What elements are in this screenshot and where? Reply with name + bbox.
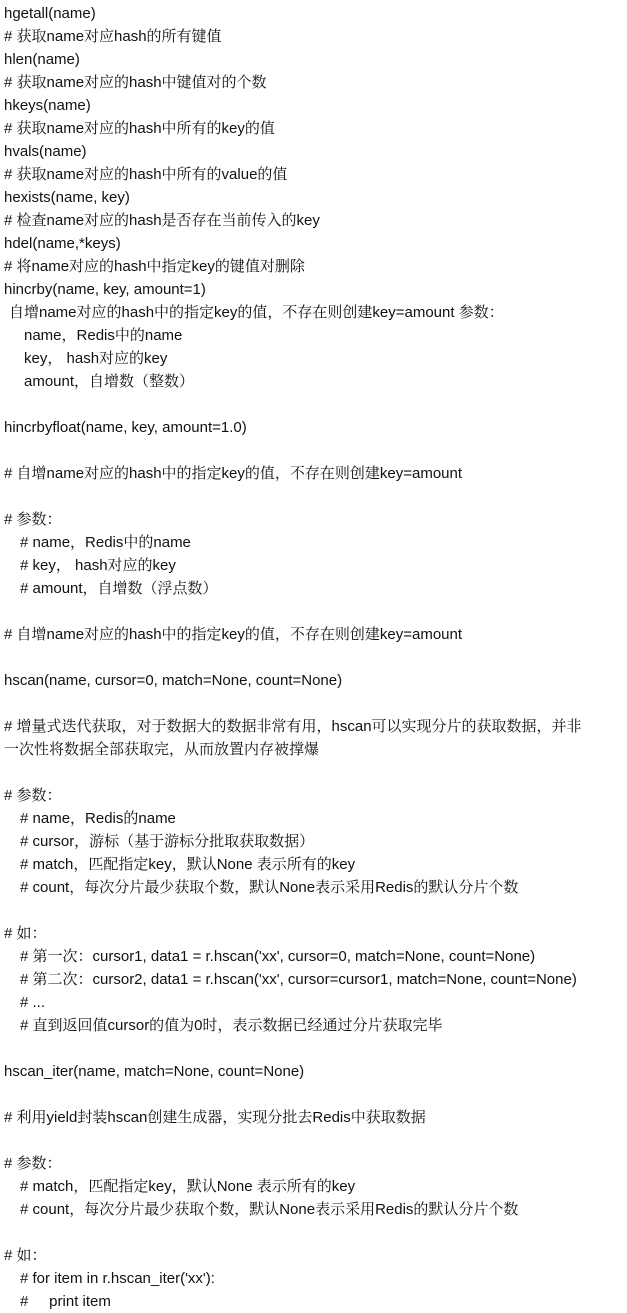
blank-line <box>4 761 624 784</box>
blank-line <box>4 393 624 416</box>
param-line: # amount，自增数（浮点数） <box>20 580 218 597</box>
comment-line: # 参数： <box>4 1155 62 1172</box>
comment-line: # 自增name对应的hash中的指定key的值，不存在则创建key=amount <box>4 465 463 482</box>
code-line: hincrbyfloat(name, key, amount=1.0) <box>4 419 247 436</box>
code-line: hscan(name, cursor=0, match=None, count=None) <box>4 672 343 689</box>
param-line: # key， hash对应的key <box>20 557 176 574</box>
comment-line: # 获取name对应hash的所有键值 <box>4 28 222 45</box>
code-line: hexists(name, key) <box>4 189 130 206</box>
blank-line <box>4 485 624 508</box>
blank-line <box>4 600 624 623</box>
code-line: hlen(name) <box>4 51 80 68</box>
param-line: name，Redis中的name <box>24 327 183 344</box>
example-line: # 第一次：cursor1, data1 = r.hscan('xx', cursor=0, match=None, count=None) <box>20 948 536 965</box>
param-line: # count，每次分片最少获取个数，默认None表示采用Redis的默认分片个数 <box>20 879 519 896</box>
comment-line: # 参数： <box>4 787 62 804</box>
blank-line <box>4 439 624 462</box>
code-line: hdel(name,*keys) <box>4 235 121 252</box>
blank-line <box>4 1129 624 1152</box>
code-line: hkeys(name) <box>4 97 91 114</box>
comment-line: # 参数： <box>4 511 62 528</box>
blank-line <box>4 646 624 669</box>
comment-line: # 获取name对应的hash中所有的key的值 <box>4 120 275 137</box>
param-line: # match，匹配指定key，默认None 表示所有的key <box>20 856 356 873</box>
code-line: hvals(name) <box>4 143 87 160</box>
document-body <box>4 2 624 1313</box>
comment-line: 一次性将数据全部获取完，从而放置内存被撑爆 <box>4 741 320 758</box>
code-line: hincrby(name, key, amount=1) <box>4 281 206 298</box>
comment-line: # 如： <box>4 925 47 942</box>
comment-line: # 如： <box>4 1247 47 1264</box>
example-line: # 直到返回值cursor的值为0时，表示数据已经通过分片获取完毕 <box>20 1017 443 1034</box>
param-line: # count，每次分片最少获取个数，默认None表示采用Redis的默认分片个数 <box>20 1201 519 1218</box>
blank-line <box>4 1037 624 1060</box>
param-line: # name，Redis的name <box>20 810 176 827</box>
code-line: hscan_iter(name, match=None, count=None) <box>4 1063 305 1080</box>
param-line: # match，匹配指定key，默认None 表示所有的key <box>20 1178 356 1195</box>
comment-line: # 获取name对应的hash中键值对的个数 <box>4 74 267 91</box>
comment-line: # 获取name对应的hash中所有的value的值 <box>4 166 288 183</box>
example-line: # print item <box>20 1293 111 1310</box>
blank-line <box>4 899 624 922</box>
blank-line <box>4 1083 624 1106</box>
param-line: amount，自增数（整数） <box>24 373 195 390</box>
blank-line <box>4 692 624 715</box>
comment-line: # 检查name对应的hash是否存在当前传入的key <box>4 212 320 229</box>
comment-line: # 增量式迭代获取，对于数据大的数据非常有用，hscan可以实现分片的获取数据，并非 <box>4 718 582 735</box>
param-line: # cursor，游标（基于游标分批取获取数据） <box>20 833 315 850</box>
comment-line: # 利用yield封装hscan创建生成器，实现分批去Redis中获取数据 <box>4 1109 426 1126</box>
example-line: # for item in r.hscan_iter('xx'): <box>20 1270 215 1287</box>
param-line: # name，Redis中的name <box>20 534 191 551</box>
comment-line: # 将name对应的hash中指定key的键值对删除 <box>4 258 305 275</box>
example-line: # 第二次：cursor2, data1 = r.hscan('xx', cursor=cursor1, match=None, count=None) <box>20 971 577 988</box>
example-line: # ... <box>20 994 46 1011</box>
comment-line: 自增name对应的hash中的指定key的值，不存在则创建key=amount 参数： <box>9 304 504 321</box>
comment-line: # 自增name对应的hash中的指定key的值，不存在则创建key=amount <box>4 626 463 643</box>
code-line: hgetall(name) <box>4 5 96 22</box>
blank-line <box>4 1221 624 1244</box>
param-line: key， hash对应的key <box>24 350 168 367</box>
